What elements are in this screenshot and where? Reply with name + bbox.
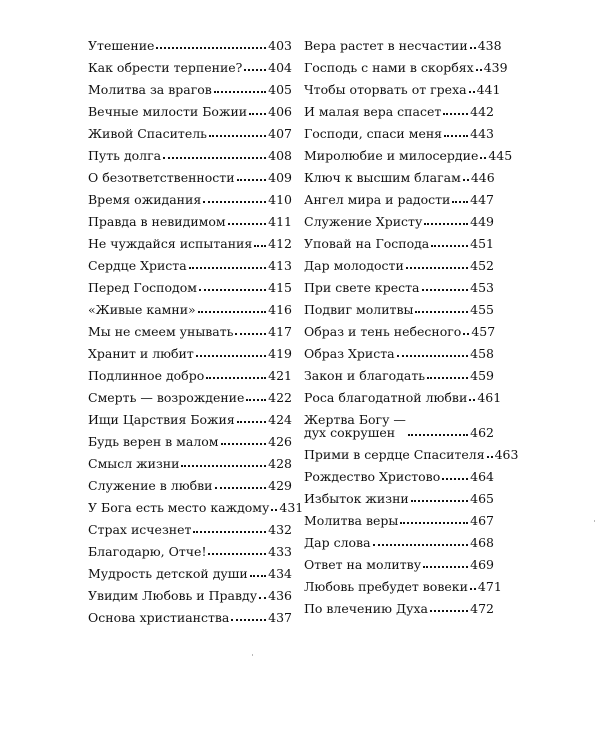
toc-entry-title: Прими в сердце Спасителя (304, 447, 485, 462)
dot-leader (235, 333, 266, 335)
dot-leader (228, 223, 267, 225)
toc-entry (304, 571, 502, 594)
toc-entry-page-number: 421 (268, 368, 292, 383)
toc-entry (304, 294, 494, 316)
toc-entry-page-number: 411 (268, 214, 292, 229)
toc-entry (304, 527, 494, 549)
toc-entry (304, 228, 494, 250)
dot-leader (408, 434, 468, 436)
dot-leader (469, 399, 475, 401)
dot-leader (203, 201, 266, 203)
toc-entry-page-number: 437 (268, 610, 292, 625)
toc-entry-page-number: 458 (470, 346, 494, 361)
toc-entry (304, 382, 502, 405)
toc-entry (88, 404, 292, 426)
toc-entry (88, 338, 292, 360)
dot-leader (430, 610, 468, 612)
toc-entry (304, 549, 494, 571)
dot-leader (470, 47, 476, 49)
toc-entry-title: Смерть — возрождение (88, 390, 245, 405)
toc-entry-page-number: 408 (268, 148, 292, 163)
dot-leader (470, 588, 476, 590)
dot-leader (463, 179, 469, 181)
toc-entry-title: При свете креста (304, 280, 420, 295)
dot-leader (415, 311, 468, 313)
toc-entry (88, 360, 292, 382)
toc-entry (88, 228, 292, 250)
toc-entry (88, 74, 292, 96)
toc-entry-page-number: 403 (268, 38, 292, 53)
toc-entry-title: Будь верен в малом (88, 434, 219, 449)
toc-entry (88, 426, 292, 448)
toc-entry-title: Ищи Царствия Божия (88, 412, 235, 427)
dot-leader (259, 597, 266, 599)
toc-entry (88, 30, 292, 52)
dot-leader (411, 500, 468, 502)
toc-entry-page-number: 406 (268, 104, 292, 119)
toc-entry-page-number: 410 (268, 192, 292, 207)
toc-entry-title: Господи, спаси меня (304, 126, 443, 141)
toc-entry-title: Правда в невидимом (88, 214, 226, 229)
toc-entry-title: Хранит и любит (88, 346, 194, 361)
toc-entry-page-number: 459 (470, 368, 494, 383)
dot-leader (208, 553, 266, 555)
toc-entry (88, 206, 292, 228)
toc-entry-title: По влечению Духа (304, 601, 428, 616)
dot-leader (231, 619, 266, 621)
toc-entry-title: Служение в любви (88, 478, 213, 493)
toc-entry-page-number: 449 (470, 214, 494, 229)
toc-entry-page-number: 415 (268, 280, 292, 295)
toc-entry-title: Чтобы оторвать от греха (304, 82, 467, 97)
toc-entry-title: Дар слова (304, 535, 371, 550)
toc-entry-title: Господь с нами в скорбях (304, 60, 474, 75)
toc-entry (88, 580, 292, 602)
toc-entry (88, 140, 292, 162)
dot-leader (181, 465, 266, 467)
toc-entry-title: Мудрость детской души (88, 566, 248, 581)
dot-leader (163, 157, 266, 159)
dot-leader (400, 522, 468, 524)
toc-entry (304, 52, 508, 75)
toc-entry-page-number: 407 (268, 126, 292, 141)
toc-entry-title: Ответ на молитву (304, 557, 422, 572)
dot-leader (189, 267, 266, 269)
toc-entry-title: Подлинное добро (88, 368, 205, 383)
toc-entry-page-number: 468 (470, 535, 494, 550)
dot-leader (406, 267, 468, 269)
toc-entry-title: Страх исчезнет (88, 522, 192, 537)
toc-entry-page-number: 469 (470, 557, 494, 572)
toc-entry-title: Уповай на Господа (304, 236, 430, 251)
dot-leader (214, 91, 266, 93)
toc-entry-page-number: 432 (268, 522, 292, 537)
toc-entry-title: И малая вера спасет (304, 104, 442, 119)
toc-entry-title: Любовь пребудет вовеки (304, 579, 468, 594)
toc-entry-title: Служение Христу (304, 214, 423, 229)
toc-entry-page-number: 446 (470, 170, 495, 185)
toc-entry-title: Вечные милости Божии (88, 104, 248, 119)
toc-right-column (304, 30, 519, 616)
dot-leader (209, 135, 266, 137)
toc-entry-page-number: 404 (268, 60, 292, 75)
toc-entry (88, 382, 292, 404)
toc-entry-page-number: 462 (470, 425, 494, 440)
toc-entry (304, 74, 501, 97)
toc-entry-page-number: 443 (470, 126, 494, 141)
toc-entry-title: Утешение (88, 38, 155, 53)
toc-entry-title: Закон и благодать (304, 368, 426, 383)
dot-leader (442, 478, 468, 480)
toc-entry-page-number: 426 (268, 434, 292, 449)
toc-entry (88, 250, 292, 272)
toc-entry-title: Смысл жизни (88, 456, 180, 471)
toc-entry-page-number: 445 (488, 148, 513, 163)
toc-entry-title: Живой Спаситель (88, 126, 207, 141)
dot-leader (237, 179, 267, 181)
toc-entry-page-number: 453 (470, 280, 494, 295)
print-speck (252, 654, 253, 656)
dot-leader (215, 487, 267, 489)
toc-entry (304, 206, 494, 228)
toc-entry (88, 558, 292, 580)
dot-leader (250, 575, 266, 577)
toc-entry-page-number: 436 (268, 588, 292, 603)
toc-entry-title: Как обрести терпение? (88, 60, 243, 75)
toc-entry-page-number: 464 (470, 469, 494, 484)
dot-leader (156, 47, 266, 49)
toc-entry (88, 96, 292, 118)
toc-entry-page-number: 428 (268, 456, 292, 471)
toc-entry-title: Образ и тень небесного (304, 324, 462, 339)
toc-entry-page-number: 461 (477, 390, 502, 405)
dot-leader (397, 355, 469, 357)
toc-entry-title: Благодарю, Отче! (88, 544, 207, 559)
toc-entry (304, 250, 494, 272)
toc-entry-title: Не чуждайся испытания (88, 236, 253, 251)
toc-entry (88, 294, 292, 316)
toc-entry (304, 316, 494, 338)
toc-entry-page-number: 442 (470, 104, 494, 119)
dot-leader (480, 157, 486, 159)
dot-leader (246, 399, 266, 401)
dot-leader (193, 531, 266, 533)
toc-entry-page-number: 447 (470, 192, 494, 207)
toc-entry-title: Миролюбие и милосердие (304, 148, 479, 163)
toc-entry-page-number: 417 (268, 324, 292, 339)
print-speck (594, 520, 595, 522)
toc-entry-title: Молитва за врагов (88, 82, 212, 97)
dot-leader (373, 544, 469, 546)
toc-entry-page-number: 455 (470, 302, 494, 317)
toc-entry-title: Время ожидания (88, 192, 202, 207)
toc-entry (304, 140, 513, 163)
toc-entry-title: О безответственности (88, 170, 235, 185)
dot-leader (422, 289, 469, 291)
toc-entry-page-number: 433 (268, 544, 292, 559)
dot-leader (443, 113, 468, 115)
toc-entry (88, 492, 304, 515)
toc-entry (304, 360, 494, 382)
toc-entry-page-number: 429 (268, 478, 292, 493)
toc-entry-title: Дар молодости (304, 258, 404, 273)
dot-leader (431, 245, 468, 247)
toc-entry-title: Путь долга (88, 148, 162, 163)
dot-leader (271, 509, 277, 511)
dot-leader (423, 566, 468, 568)
toc-entry-page-number: 431 (279, 500, 304, 515)
toc-left-column (88, 30, 304, 625)
toc-entry (88, 602, 292, 624)
toc-entry-page-number: 424 (268, 412, 292, 427)
dot-leader (424, 223, 468, 225)
toc-entry-title: Избыток жизни (304, 491, 409, 506)
toc-entry-title: Рождество Христово (304, 469, 441, 484)
toc-entry (304, 461, 494, 483)
dot-leader (199, 289, 266, 291)
toc-entry (88, 470, 292, 492)
toc-entry-title: Ключ к высшим благам (304, 170, 461, 185)
toc-entry (88, 536, 292, 558)
toc-entry-page-number: 409 (268, 170, 292, 185)
toc-entry (304, 162, 494, 184)
toc-entry (88, 52, 292, 74)
toc-entry-title: Вера растет в несчастии (304, 38, 468, 53)
toc-entry-page-number: 438 (477, 38, 502, 53)
toc-entry-page-number: 463 (494, 447, 519, 462)
toc-entry-title: Роса благодатной любви (304, 390, 468, 405)
dot-leader (463, 333, 469, 335)
dot-leader (196, 355, 266, 357)
toc-entry-page-number: 467 (470, 513, 494, 528)
toc-entry-title: Образ Христа (304, 346, 395, 361)
dot-leader (476, 69, 482, 71)
dot-leader (244, 69, 266, 71)
toc-entry-page-number: 416 (268, 302, 292, 317)
toc-entry (304, 96, 494, 118)
dot-leader (487, 456, 493, 458)
toc-entry (304, 118, 494, 140)
toc-entry (88, 162, 292, 184)
dot-leader (427, 377, 468, 379)
toc-entry-title: Основа христианства (88, 610, 230, 625)
toc-entry-title: Ангел мира и радости (304, 192, 451, 207)
toc-entry (88, 184, 292, 206)
dot-leader (444, 135, 468, 137)
toc-entry-title: Увидим Любовь и Правду (88, 588, 258, 603)
toc-entry-title: Молитва веры (304, 513, 399, 528)
toc-entry (304, 483, 494, 505)
toc-entry (304, 593, 494, 615)
toc-entry (88, 448, 292, 470)
toc-entry-page-number: 452 (470, 258, 494, 273)
toc-entry-page-number: 465 (470, 491, 494, 506)
dot-leader (206, 377, 266, 379)
toc-entry-title: Жертва Богу — дух сокрушен (304, 412, 406, 440)
toc-entry-page-number: 434 (268, 566, 292, 581)
toc-entry-page-number: 422 (268, 390, 292, 405)
toc-entry (304, 184, 494, 206)
toc-entry-page-number: 412 (268, 236, 292, 251)
toc-entry (304, 338, 494, 360)
toc-entry-page-number: 419 (268, 346, 292, 361)
dot-leader (237, 421, 266, 423)
dot-leader (198, 311, 266, 313)
toc-entry (304, 272, 494, 294)
toc-entry (304, 505, 494, 527)
toc-entry-page-number: 413 (268, 258, 292, 273)
toc-entry-page-number: 472 (470, 601, 494, 616)
toc-entry (88, 316, 292, 338)
toc-entry-page-number: 441 (476, 82, 501, 97)
toc-entry-page-number: 439 (483, 60, 508, 75)
toc-entry-title: Сердце Христа (88, 258, 187, 273)
toc-entry (88, 272, 292, 294)
toc-entry (304, 30, 502, 53)
toc-entry (304, 404, 494, 439)
toc-entry-title: «Живые камни» (88, 302, 196, 317)
toc-entry (88, 118, 292, 140)
toc-entry-title: Перед Господом (88, 280, 197, 295)
toc-entry-page-number: 451 (470, 236, 494, 251)
dot-leader (221, 443, 267, 445)
toc-entry-title: Подвиг молитвы (304, 302, 414, 317)
dot-leader (249, 113, 266, 115)
toc-entry (304, 439, 519, 462)
toc-entry (88, 514, 292, 536)
toc-entry-page-number: 471 (477, 579, 502, 594)
toc-entry-title: У Бога есть место каждому (88, 500, 270, 515)
toc-entry-page-number: 457 (471, 324, 496, 339)
dot-leader (469, 91, 475, 93)
dot-leader (254, 245, 266, 247)
dot-leader (452, 201, 468, 203)
toc-entry-title: Мы не смеем унывать (88, 324, 234, 339)
toc-entry-page-number: 405 (268, 82, 292, 97)
